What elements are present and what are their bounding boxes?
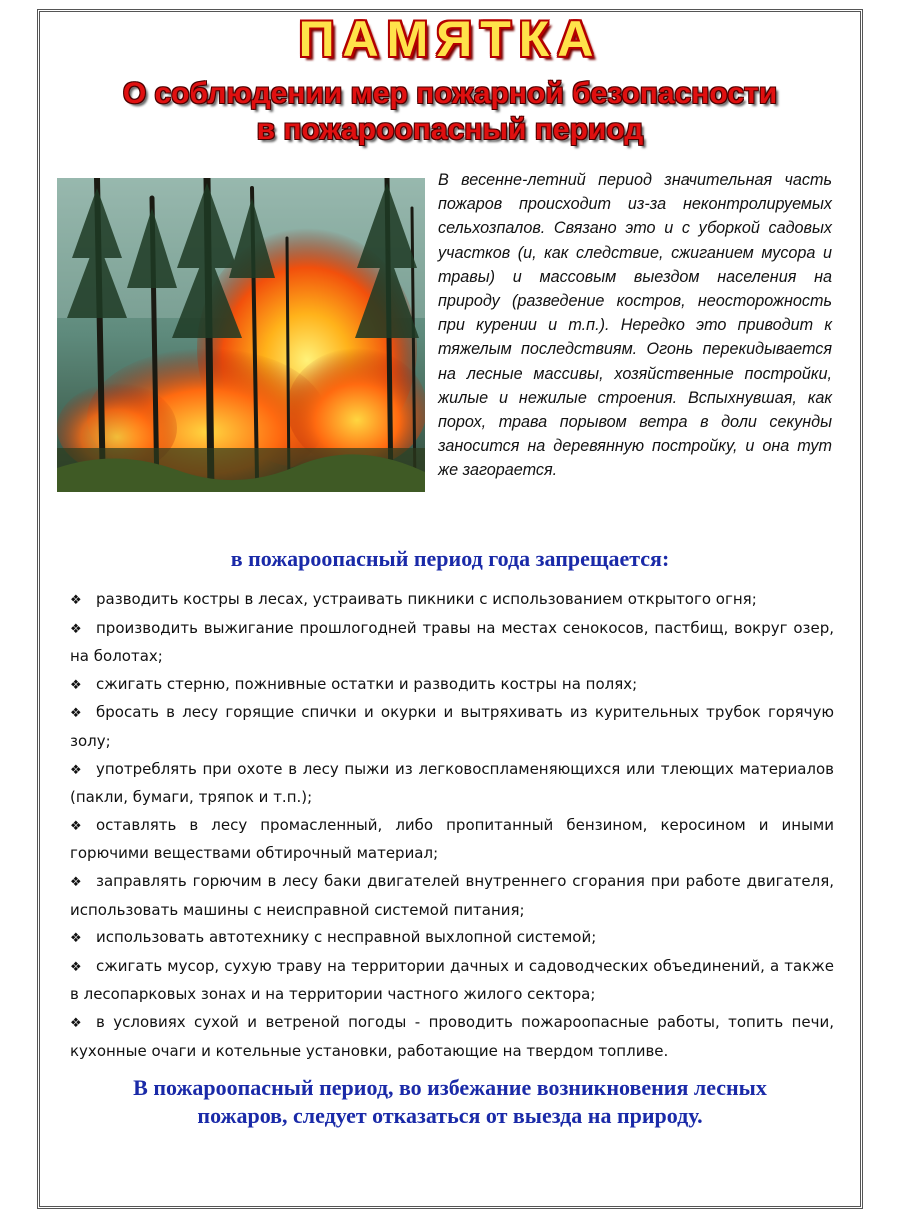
subtitle-line-1: О соблюдении мер пожарной безопасности bbox=[122, 77, 778, 110]
list-item-text: оставлять в лесу промасленный, либо пропитанный бензином, керосином и иными горючими веществами обтирочный материал; bbox=[70, 815, 834, 863]
closing-line-1: В пожароопасный период, во избежание возникновения лесных bbox=[133, 1075, 767, 1100]
page-subtitle bbox=[60, 76, 840, 148]
list-item-text: заправлять горючим в лесу баки двигателей внутреннего сгорания при работе двигателя, использовать машины с неисправной системой питания; bbox=[70, 871, 834, 919]
bullet-icon: ❖ bbox=[70, 706, 82, 722]
page-title: ПАМЯТКА bbox=[298, 11, 602, 67]
list-item bbox=[70, 924, 834, 953]
section-heading: в пожароопасный период года запрещается: bbox=[230, 546, 670, 571]
bullet-icon: ❖ bbox=[70, 593, 82, 608]
list-item bbox=[70, 699, 834, 755]
list-item bbox=[70, 1009, 834, 1065]
bullet-icon: ❖ bbox=[70, 1015, 82, 1031]
list-item-text: сжигать стерню, пожнивные остатки и разводить костры на полях; bbox=[96, 674, 638, 693]
bullet-icon: ❖ bbox=[70, 874, 82, 890]
closing-message bbox=[60, 1074, 840, 1130]
list-item bbox=[70, 812, 834, 868]
bullet-icon: ❖ bbox=[70, 677, 82, 693]
bullet-icon: ❖ bbox=[70, 621, 82, 637]
prohibitions-list bbox=[70, 586, 834, 1065]
bullet-icon: ❖ bbox=[70, 818, 82, 834]
list-item-text: употреблять при охоте в лесу пыжи из легковоспламеняющихся или тлеющих материалов (пакли, бумаги, тряпок и т.п.); bbox=[70, 759, 834, 807]
list-item-text: бросать в лесу горящие спички и окурки и вытряхивать из курительных трубок горячую золу; bbox=[70, 703, 834, 750]
list-item bbox=[70, 586, 834, 615]
list-item bbox=[70, 756, 834, 812]
list-item-text: производить выжигание прошлогодней травы на местах сенокосов, пастбищ, вокруг озер, на болотах; bbox=[70, 618, 834, 666]
subtitle-line-2: в пожароопасный период bbox=[256, 113, 644, 146]
list-item bbox=[70, 615, 834, 671]
closing-line-2: пожаров, следует отказаться от выезда на природу. bbox=[197, 1103, 703, 1128]
intro-paragraph: В весенне-летний период значительная часть пожаров происходит из-за неконтролируемых сельхозпалов. Связано это и с уборкой садовых участков (и, как следствие, сжиганием мусора и травы) и массовым выездом населения на природу (разведение костров, неосторожность при курении и т.п.). Нередко это приводит к тяжелым последствиям. Огонь перекидывается на лесные массивы, хозяйственные постройки, жилые и нежилые строения. Вспыхнувшая, как порох, трава порывом ветра в доли секунды заносится на деревянную постройку, и она тут же загорается. bbox=[438, 171, 832, 480]
bullet-icon: ❖ bbox=[70, 762, 82, 778]
bullet-icon: ❖ bbox=[70, 931, 82, 947]
list-item-text: в условиях сухой и ветреной погоды - проводить пожароопасные работы, топить печи, кухонные очаги и котельные установки, работающие на твердом топливе. bbox=[70, 1012, 834, 1060]
bullet-icon: ❖ bbox=[70, 959, 82, 975]
list-item-text: использовать автотехнику с несправной выхлопной системой; bbox=[96, 928, 597, 947]
list-item-text: разводить костры в лесах, устраивать пикники с использованием открытого огня; bbox=[96, 590, 757, 608]
forest-fire-photo bbox=[57, 178, 425, 492]
list-item-text: сжигать мусор, сухую траву на территории дачных и садоводческих объединений, а также в лесопарковых зонах и на территории частного жилого сектора; bbox=[70, 956, 834, 1004]
list-item bbox=[70, 868, 834, 924]
list-item bbox=[70, 671, 834, 700]
list-item bbox=[70, 953, 834, 1009]
